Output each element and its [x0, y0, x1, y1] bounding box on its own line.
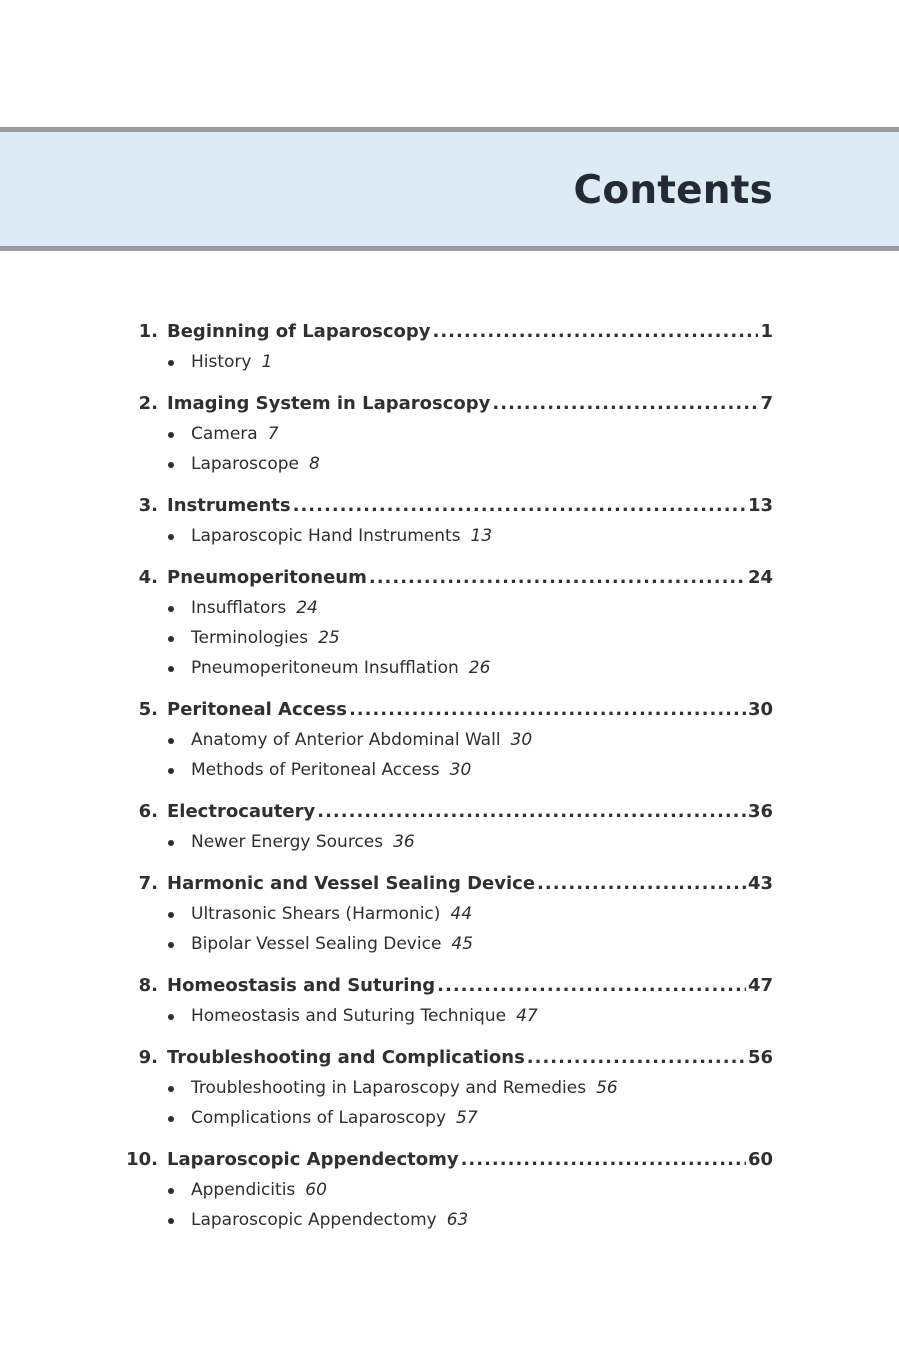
bullet-icon: [168, 912, 174, 918]
chapter-number: 8.: [138, 975, 158, 996]
toc-chapter: [120, 1145, 773, 1235]
section-list: [120, 1001, 773, 1031]
bullet-icon: [168, 1218, 174, 1224]
chapter-entry[interactable]: [120, 389, 773, 419]
chapter-title: Imaging System in Laparoscopy: [167, 393, 491, 414]
section-entry[interactable]: [120, 623, 773, 653]
toc-chapter: [120, 491, 773, 551]
section-list: [120, 725, 773, 785]
section-list: [120, 1073, 773, 1133]
section-entry[interactable]: [120, 1103, 773, 1133]
bullet-icon: [168, 738, 174, 744]
chapter-entry[interactable]: [120, 317, 773, 347]
bullet-icon: [168, 1188, 174, 1194]
section-page-number: 7: [267, 424, 279, 444]
toc-chapter: [120, 563, 773, 683]
toc-chapter: [120, 797, 773, 857]
section-list: [120, 419, 773, 479]
section-page-number: 36: [393, 832, 415, 852]
section-page-number: 30: [510, 730, 533, 750]
chapter-entry[interactable]: [120, 869, 773, 899]
section-page-number: 56: [596, 1078, 618, 1098]
toc-chapter: [120, 971, 773, 1031]
section-title: Pneumoperitoneum Insufflation: [191, 658, 459, 678]
chapter-number: 4.: [138, 567, 158, 588]
table-of-contents: [120, 317, 773, 1247]
section-title: Newer Energy Sources: [191, 832, 384, 852]
bullet-icon: [168, 1116, 174, 1122]
section-entry[interactable]: [120, 1001, 773, 1031]
bullet-icon: [168, 606, 174, 612]
chapter-number: 10.: [126, 1149, 158, 1170]
bullet-icon: [168, 360, 174, 366]
chapter-title: Troubleshooting and Complications: [167, 1047, 525, 1068]
section-title: History: [191, 352, 252, 372]
section-page-number: 13: [470, 526, 493, 546]
section-entry[interactable]: [120, 1205, 773, 1235]
section-title: Complications of Laparoscopy: [191, 1108, 447, 1128]
bullet-icon: [168, 534, 174, 540]
dot-leader: [293, 491, 746, 521]
bullet-icon: [168, 1014, 174, 1020]
chapter-page-number: 30: [747, 699, 773, 720]
section-title: Appendicitis: [191, 1180, 296, 1200]
toc-chapter: [120, 695, 773, 785]
section-title: Bipolar Vessel Sealing Device: [191, 934, 442, 954]
chapter-entry[interactable]: [120, 695, 773, 725]
section-page-number: 44: [450, 904, 473, 924]
section-page-number: 26: [468, 658, 491, 678]
section-entry[interactable]: [120, 593, 773, 623]
chapter-entry[interactable]: [120, 563, 773, 593]
section-page-number: 47: [516, 1006, 538, 1026]
section-title: Troubleshooting in Laparoscopy and Remedies: [191, 1078, 587, 1098]
section-entry[interactable]: [120, 521, 773, 551]
chapter-page-number: 1: [760, 321, 773, 342]
chapter-number: 2.: [138, 393, 158, 414]
section-page-number: 8: [308, 454, 320, 474]
chapter-entry[interactable]: [120, 491, 773, 521]
chapter-title: Instruments: [167, 495, 291, 516]
chapter-title: Harmonic and Vessel Sealing Device: [167, 873, 536, 894]
section-title: Camera: [191, 424, 258, 444]
chapter-entry[interactable]: [120, 1043, 773, 1073]
chapter-number: 3.: [138, 495, 158, 516]
section-title: Laparoscopic Appendectomy: [191, 1210, 437, 1230]
section-entry[interactable]: [120, 755, 773, 785]
chapter-title: Peritoneal Access: [167, 699, 347, 720]
section-list: [120, 1175, 773, 1235]
chapter-entry[interactable]: [120, 971, 773, 1001]
chapter-page-number: 60: [747, 1149, 773, 1170]
section-title: Methods of Peritoneal Access: [191, 760, 440, 780]
chapter-title: Pneumoperitoneum: [167, 567, 367, 588]
chapter-title: Electrocautery: [167, 801, 316, 822]
section-entry[interactable]: [120, 899, 773, 929]
chapter-page-number: 24: [747, 567, 773, 588]
section-title: Ultrasonic Shears (Harmonic): [191, 904, 441, 924]
bullet-icon: [168, 942, 174, 948]
section-page-number: 25: [318, 628, 340, 648]
chapter-title: Beginning of Laparoscopy: [167, 321, 431, 342]
chapter-page-number: 13: [747, 495, 773, 516]
section-entry[interactable]: [120, 347, 773, 377]
section-page-number: 57: [456, 1108, 478, 1128]
chapter-page-number: 36: [747, 801, 773, 822]
section-entry[interactable]: [120, 1073, 773, 1103]
section-entry[interactable]: [120, 929, 773, 959]
chapter-entry[interactable]: [120, 797, 773, 827]
bullet-icon: [168, 768, 174, 774]
bullet-icon: [168, 1086, 174, 1092]
section-page-number: 30: [449, 760, 472, 780]
section-list: [120, 521, 773, 551]
chapter-title: Laparoscopic Appendectomy: [167, 1149, 459, 1170]
bullet-icon: [168, 432, 174, 438]
dot-leader: [437, 971, 746, 1001]
dot-leader: [461, 1145, 746, 1175]
section-page-number: 45: [451, 934, 474, 954]
chapter-page-number: 56: [747, 1047, 773, 1068]
section-entry[interactable]: [120, 419, 773, 449]
section-title: Laparoscopic Hand Instruments: [191, 526, 461, 546]
toc-chapter: [120, 1043, 773, 1133]
section-page-number: 24: [296, 598, 318, 618]
toc-chapter: [120, 389, 773, 479]
toc-chapter: [120, 317, 773, 377]
chapter-page-number: 7: [760, 393, 773, 414]
section-list: [120, 347, 773, 377]
section-entry[interactable]: [120, 449, 773, 479]
chapter-number: 5.: [138, 699, 158, 720]
dot-leader: [349, 695, 746, 725]
chapter-entry[interactable]: [120, 1145, 773, 1175]
chapter-page-number: 47: [747, 975, 773, 996]
chapter-number: 6.: [138, 801, 158, 822]
dot-leader: [492, 389, 758, 419]
bullet-icon: [168, 462, 174, 468]
section-list: [120, 899, 773, 959]
section-entry[interactable]: [120, 1175, 773, 1205]
section-page-number: 63: [446, 1210, 469, 1230]
chapter-title: Homeostasis and Suturing: [167, 975, 436, 996]
section-title: Homeostasis and Suturing Technique: [191, 1006, 507, 1026]
toc-chapter: [120, 869, 773, 959]
dot-leader: [527, 1043, 746, 1073]
chapter-number: 9.: [138, 1047, 158, 1068]
page-title: Contents: [573, 168, 773, 213]
dot-leader: [537, 869, 746, 899]
section-list: [120, 827, 773, 857]
section-list: [120, 593, 773, 683]
chapter-number: 7.: [138, 873, 158, 894]
section-page-number: 60: [305, 1180, 327, 1200]
section-entry[interactable]: [120, 827, 773, 857]
dot-leader: [432, 317, 758, 347]
chapter-number: 1.: [138, 321, 158, 342]
chapter-page-number: 43: [747, 873, 773, 894]
section-entry[interactable]: [120, 653, 773, 683]
section-entry[interactable]: [120, 725, 773, 755]
contents-banner: [0, 127, 899, 251]
bullet-icon: [168, 636, 174, 642]
section-page-number: 1: [261, 352, 273, 372]
section-title: Anatomy of Anterior Abdominal Wall: [191, 730, 501, 750]
section-title: Insufflators: [191, 598, 287, 618]
bullet-icon: [168, 840, 174, 846]
section-title: Terminologies: [191, 628, 309, 648]
dot-leader: [369, 563, 746, 593]
bullet-icon: [168, 666, 174, 672]
section-title: Laparoscope: [191, 454, 299, 474]
dot-leader: [317, 797, 746, 827]
